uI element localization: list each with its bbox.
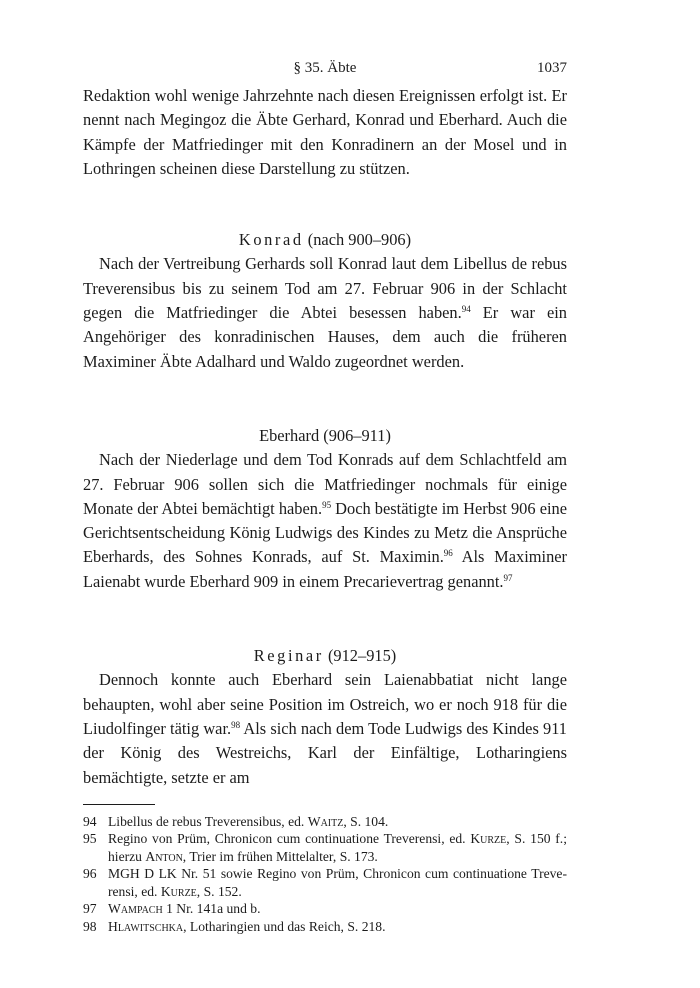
running-header bbox=[83, 56, 567, 84]
page-number: 1037 bbox=[537, 60, 567, 76]
footnote-author: Kurze bbox=[470, 831, 507, 847]
footnote-text-part: Regino von Prüm, Chronicon cum continuatione Treverensi, ed. bbox=[108, 831, 471, 847]
heading-eberhard: Eberhard (906–911) bbox=[259, 425, 391, 445]
footnote-author: Kurze bbox=[160, 883, 197, 899]
footnote-text-part: , S. 104. bbox=[343, 813, 389, 829]
footnote-ref-94[interactable]: 94 bbox=[461, 304, 471, 315]
footnote-96 bbox=[83, 865, 567, 900]
footnote-ref-98[interactable]: 98 bbox=[231, 719, 241, 730]
footnote-text-part: , S. 150 f.; hierzu bbox=[108, 831, 567, 864]
konrad-text-a: Nach der Vertreibung Gerhards soll Konrad laut dem Libellus de rebus Treverensibus bis zu seinem Tod am 27. Februar 906 in der Schlacht gegen die Matfriedinger die Abtei besessen haben. bbox=[83, 254, 567, 323]
footnote-ref-97[interactable]: 97 bbox=[503, 572, 513, 583]
heading-reginar bbox=[83, 644, 567, 668]
konrad-text-b: Er war ein Angehöriger des konradinischen Hauses, dem auch die früheren Maximiner Äbte Adalhard und Waldo zugeordnet werden. bbox=[83, 303, 567, 371]
paragraph-konrad bbox=[83, 252, 567, 373]
footnote-text-part: , Trier im frühen Mittelalter, S. 173. bbox=[182, 848, 378, 864]
heading-konrad bbox=[83, 228, 567, 252]
footnote-text bbox=[108, 918, 567, 936]
footnote-text-part: MGH D LK Nr. 51 sowie Regino von Prüm, Chronicon cum continuatione Treverensi, ed. bbox=[108, 866, 567, 899]
eberhard-text-c: Als Maximiner Laienabt wurde Eberhard 909 in einem Precarievertrag genannt. bbox=[83, 547, 567, 591]
footnote-number: 97 bbox=[83, 901, 97, 917]
footnote-text-part: , Lotharingien und das Reich, S. 218. bbox=[183, 918, 386, 934]
footnote-divider bbox=[83, 804, 155, 805]
footnote-97 bbox=[83, 900, 567, 918]
footnote-98 bbox=[83, 918, 567, 936]
footnote-author: Anton bbox=[145, 848, 183, 864]
footnote-number: 98 bbox=[83, 918, 97, 934]
eberhard-text-b: Doch bestätigte im Herbst 906 eine Gerichtsentscheidung König Ludwigs des Kindes zu Metz die Ansprüche Eberhards, des Sohnes Konrads, auf St. Maximin. bbox=[83, 498, 567, 567]
paragraph-eberhard bbox=[83, 448, 567, 594]
footnote-number: 95 bbox=[83, 831, 97, 847]
footnote-text-part: , S. 152. bbox=[196, 883, 242, 899]
heading-reginar-dates: (912–915) bbox=[327, 646, 397, 666]
main-text bbox=[83, 84, 567, 790]
footnotes bbox=[83, 813, 567, 936]
heading-reginar-name: Reginar bbox=[253, 646, 324, 666]
footnote-text bbox=[108, 865, 567, 900]
footnote-text bbox=[108, 813, 567, 831]
footnote-author: Hlawitschka bbox=[108, 918, 184, 934]
footnote-95 bbox=[83, 830, 567, 865]
footnote-text-part: Libellus de rebus Treverensibus, ed. bbox=[108, 813, 308, 829]
footnote-number: 96 bbox=[83, 866, 97, 882]
eberhard-text-a: Nach der Niederlage und dem Tod Konrads auf dem Schlachtfeld am 27. Februar 906 sollen sich die Matfriedinger nochmals für einige Monate der Abtei bemächtigt haben. bbox=[83, 450, 567, 518]
footnote-author: Waitz bbox=[307, 813, 344, 829]
footnote-text bbox=[108, 900, 567, 918]
footnote-author: Wampach bbox=[108, 901, 163, 917]
heading-konrad-dates: (nach 900–906) bbox=[307, 230, 412, 250]
reginar-text-a: Dennoch konnte auch Eberhard sein Laienabbatiat nicht lange behaupten, wohl aber seine Position im Ostreich, wo er noch 918 für die Liudolfinger tätig war. bbox=[83, 670, 567, 738]
heading-konrad-name: Konrad bbox=[238, 230, 304, 250]
reginar-text-b: Als sich nach dem Tode Ludwigs des Kindes 911 der König des Westreichs, Karl der Einfältige, Lotharingiens bemächtigte, setzte er am bbox=[83, 718, 567, 787]
footnote-text bbox=[108, 830, 567, 865]
footnote-number: 94 bbox=[83, 813, 97, 829]
paragraph-intro: Redaktion wohl wenige Jahrzehnte nach diesen Ereignissen erfolgt ist. Er nennt nach Megingoz die Äbte Gerhard, Konrad und Eberhard. Auch die Kämpfe der Matfriedinger mit den Konradinern an der Mosel und in Lothringen scheinen diese Darstellung zu stützen. bbox=[83, 86, 567, 178]
paragraph-reginar bbox=[83, 668, 567, 789]
footnote-94 bbox=[83, 813, 567, 831]
footnote-ref-96[interactable]: 96 bbox=[443, 548, 453, 559]
footnote-ref-95[interactable]: 95 bbox=[322, 499, 332, 510]
running-title: § 35. Äbte bbox=[293, 60, 357, 76]
book-page bbox=[83, 56, 567, 935]
footnote-text-part: 1 Nr. 141a und b. bbox=[162, 901, 261, 917]
